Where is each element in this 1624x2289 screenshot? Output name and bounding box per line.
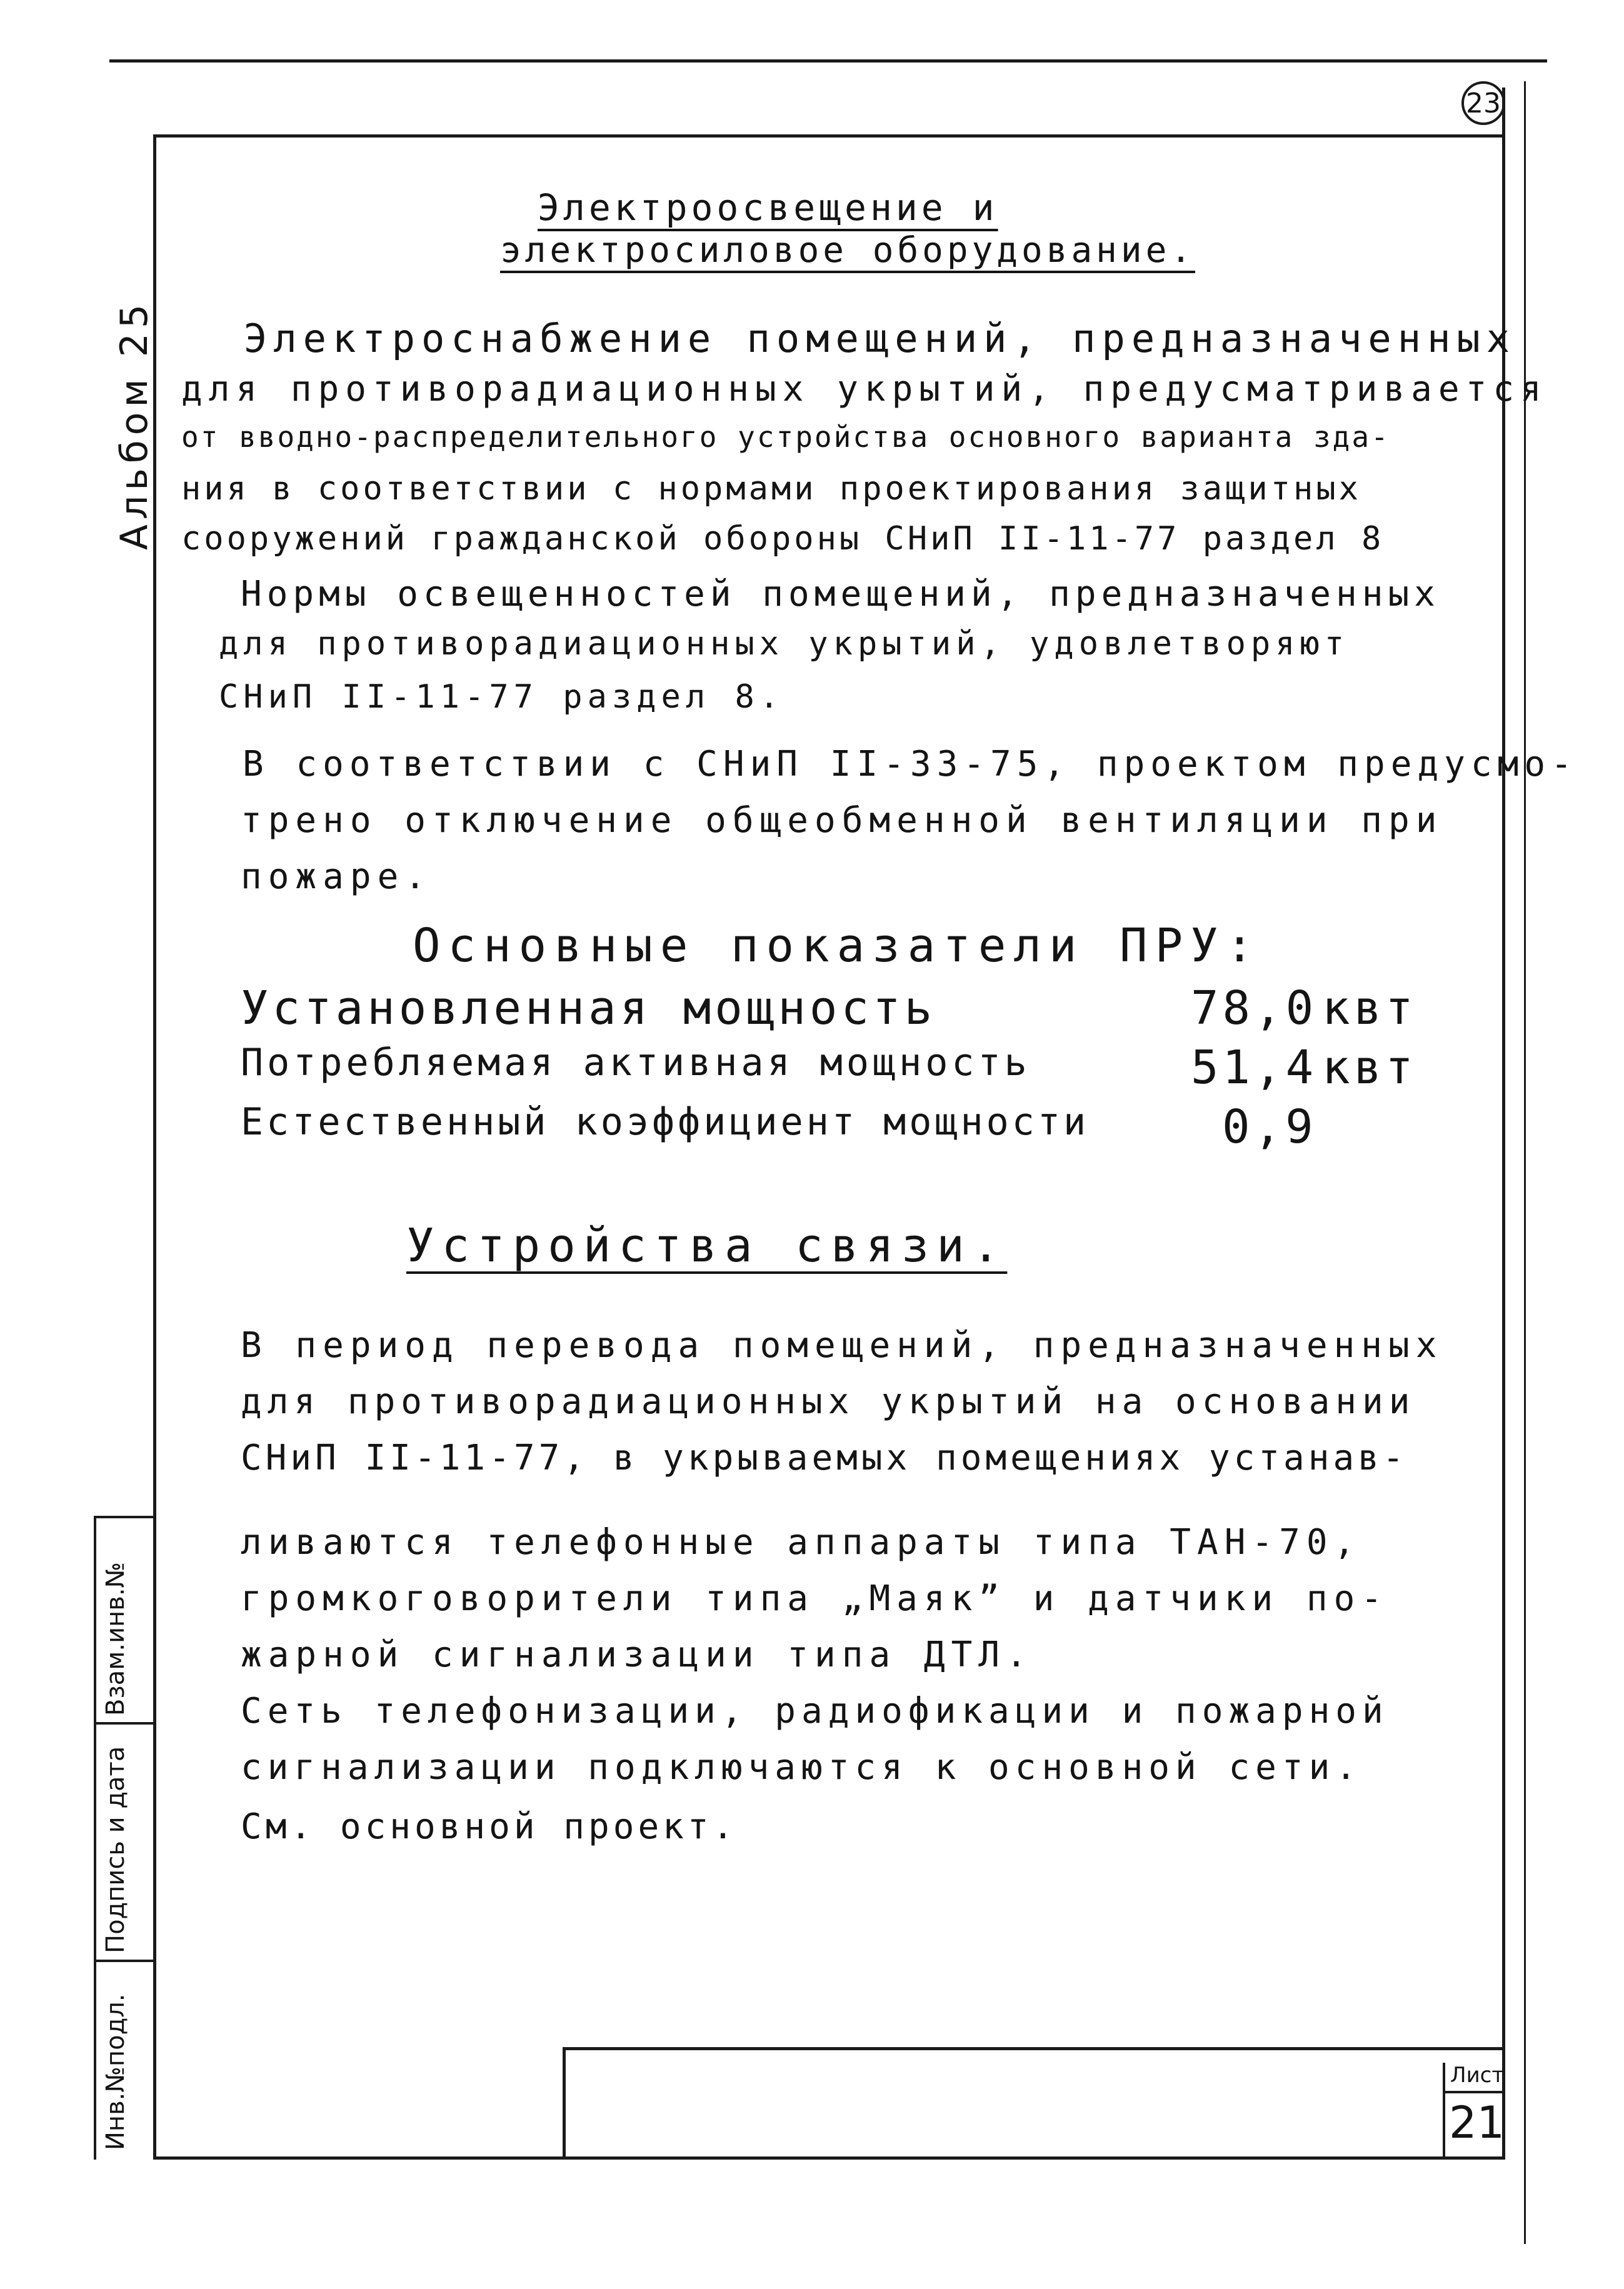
- para4-line: для противорадиационных укрытий на основании: [241, 1381, 1416, 1422]
- sheet-cell-mid: [1443, 2091, 1505, 2093]
- stamp-col-left: [94, 1516, 96, 2160]
- indicator-unit: квт: [1322, 1041, 1417, 1094]
- para3-line: пожаре.: [241, 856, 433, 897]
- para5-line: сигнализации подключаются к основной сети.: [241, 1747, 1363, 1788]
- stamp-col-div1: [94, 1722, 156, 1725]
- para1-line: сооружений гражданской обороны СНиП II-11-77 раздел 8: [181, 520, 1385, 558]
- para4-line: СНиП II-11-77, в укрываемых помещениях устанав-: [241, 1438, 1408, 1478]
- indicator-label: Потребляемая активная мощность: [241, 1041, 1031, 1084]
- para1-line: Электроснабжение помещений, предназначенных: [244, 316, 1516, 361]
- top-border: [109, 59, 1547, 63]
- indicator-unit: квт: [1322, 981, 1417, 1035]
- para1-line: для противорадиационных укрытий, предусматривается: [181, 369, 1548, 409]
- para4-line: В период перевода помещений, предназначенных: [241, 1325, 1443, 1366]
- album-label: Альбом 25: [113, 299, 156, 550]
- indicator-value: 51,4: [1191, 1041, 1318, 1094]
- section1-title-line2: электросиловое оборудование.: [500, 230, 1196, 271]
- frame-bottom: [153, 2156, 1505, 2160]
- para4-line: ливаются телефонные аппараты типа ТАН-70,: [241, 1522, 1361, 1563]
- stamp-col-top: [94, 1516, 156, 1518]
- indicator-value: 78,0: [1191, 981, 1318, 1035]
- para2-line: Нормы освещенностей помещений, предназначенных: [241, 574, 1440, 614]
- para4-line: жарной сигнализации типа ДТЛ.: [241, 1635, 1033, 1675]
- page-number: 23: [1466, 87, 1501, 119]
- indicator-label: Установленная мощность: [241, 981, 936, 1035]
- para5-line: Сеть телефонизации, радиофикации и пожарной: [241, 1691, 1389, 1731]
- sheet-label: Лист: [1450, 2063, 1505, 2088]
- stamp-inv-podl: Инв.№подл.: [101, 1993, 130, 2150]
- stamp-box-left: [563, 2047, 566, 2160]
- frame-top: [153, 134, 1505, 138]
- para3-line: В соответствии с СНиП II-33-75, проектом предусмо-: [243, 744, 1578, 784]
- indicator-label: Естественный коэффициент мощности: [241, 1100, 1090, 1144]
- para1-line: от вводно-распределительного устройства основного варианта зда-: [181, 420, 1390, 454]
- indicator-value: 0,9: [1222, 1100, 1317, 1154]
- para2-line: для противорадиационных укрытий, удовлетворяют: [219, 625, 1350, 663]
- page-number-circle: [1461, 81, 1505, 125]
- stamp-vzam: Взам.инв.№: [101, 1561, 130, 1716]
- sheet-cell-left: [1443, 2063, 1445, 2160]
- indicators-title: Основные показатели ПРУ:: [413, 919, 1261, 973]
- para4-line: громкоговорители типа „Маяк” и датчики по-: [241, 1578, 1389, 1619]
- stamp-box-top: [563, 2047, 1505, 2050]
- section1-title-line1: Электроосвещение и: [538, 186, 998, 229]
- para2-line: СНиП II-11-77 раздел 8.: [219, 678, 784, 716]
- stamp-col-div2: [94, 1960, 156, 1962]
- sheet-number: 21: [1449, 2097, 1505, 2148]
- para3-line: трено отключение общеобменной вентиляции при: [241, 800, 1443, 841]
- section2-title: Устройства связи.: [406, 1219, 1008, 1273]
- para5-line: См. основной проект.: [241, 1806, 738, 1847]
- stamp-podpis: Подпись и дата: [101, 1746, 130, 1953]
- para1-line: ния в соответствии с нормами проектирования защитных: [181, 470, 1361, 508]
